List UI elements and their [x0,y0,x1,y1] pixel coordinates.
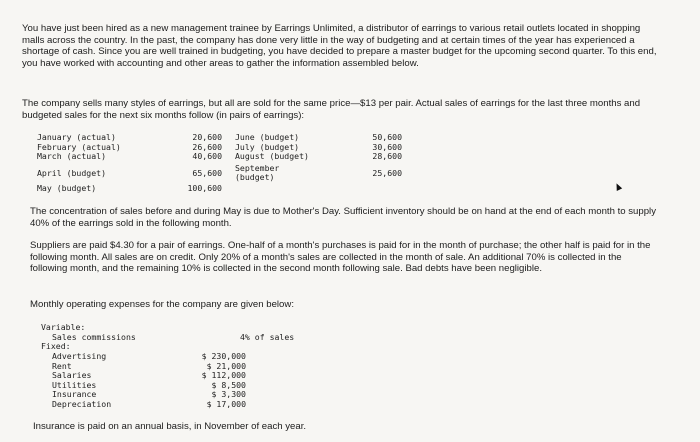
sales-value-january: 20,600 [192,132,222,142]
depreciation-value: $ 17,000 [206,398,246,409]
sales-value-july: 30,600 [372,141,402,152]
sales-intro-paragraph: The company sells many styles of earrings, but all are sold for the same price—$13 per pair. Actual sales of earrings for the last three months and budgeted sales for the next six months follow (in pairs of earrings): [22,98,641,121]
sales-value-march: 40,600 [192,151,222,161]
salaries-label: Salaries [52,370,92,380]
intro-paragraph: You have just been hired as a new management trainee by Earrings Unlimited, a distributor of earrings to various retail outlets located in shopping malls across the country. In the past, the company has done very little in the way of budgeting and at certain times of the year has experienced a shortage of cash. Since you are well trained in budgeting, you have decided to prepare a master budget for the upcoming second quarter. To this end, you have worked with accounting and other areas to gather the information assembled below. [22,23,657,69]
sales-value-june: 50,600 [372,132,402,142]
rent-label: Rent [52,360,72,371]
mouse-cursor-icon [614,182,622,191]
advertising-value: $ 230,000 [201,351,246,361]
insurance-label: Insurance [52,389,97,399]
suppliers-paragraph: Suppliers are paid $4.30 for a pair of earrings. One-half of a month's purchases is paid for in the month of purchase; the other half is paid for in the following month. All sales are on credit. Only 20% of a month's sales are collected in the month of sale. An additional 70% is collected in the following month, and the remaining 10% is collected in the second month following sale. Bad debts have been negligible. [30,240,651,274]
sales-label-april: April (budget) [37,168,107,178]
sales-label-january: January (actual) [37,132,116,142]
sales-value-february: 26,600 [192,141,222,152]
salaries-value: $ 112,000 [201,370,246,380]
sales-label-february: February (actual) [37,141,121,152]
sales-value-april: 65,600 [192,168,222,178]
sales-value-august: 28,600 [372,151,402,161]
sales-commissions-value: 4% of sales [240,332,295,342]
utilities-value: $ 8,500 [211,379,246,390]
concentration-paragraph: The concentration of sales before and during May is due to Mother's Day. Sufficient inventory should be on hand at the end of each month to supply 40% of the earrings sold in the following month. [30,206,656,229]
rent-value: $ 21,000 [206,360,246,371]
fixed-label: Fixed: [41,341,71,351]
advertising-label: Advertising [52,351,107,361]
sales-label-may: May (budget) [37,183,97,193]
depreciation-label: Depreciation [52,398,112,409]
insurance-note: Insurance is paid on an annual basis, in November of each year. [33,421,307,432]
sales-label-august: August (budget) [235,151,309,161]
sales-commissions-label: Sales commissions [52,332,136,342]
variable-label: Variable: [41,322,86,332]
sales-label-july: July (budget) [235,141,300,152]
expenses-intro-paragraph: Monthly operating expenses for the company are given below: [30,299,294,310]
sales-value-may: 100,600 [187,183,222,193]
insurance-value: $ 3,300 [211,389,246,399]
sales-label-september: September (budget) [235,163,280,182]
sales-label-march: March (actual) [37,151,107,161]
sales-label-june: June (budget) [235,132,300,142]
sales-value-september: 25,600 [372,168,402,178]
utilities-label: Utilities [52,379,97,390]
